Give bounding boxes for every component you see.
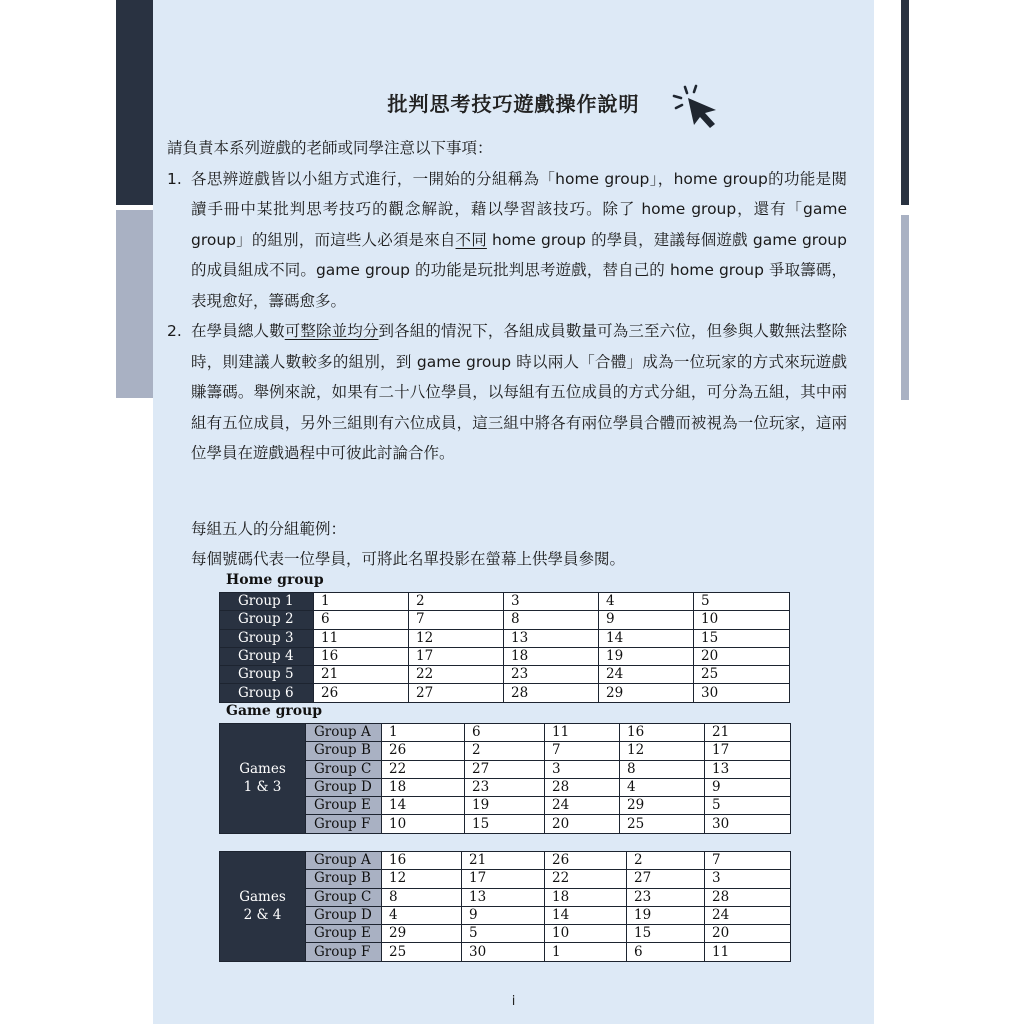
group-name-cell: Group A xyxy=(306,724,382,742)
group-name-cell: Group 1 xyxy=(220,593,314,611)
table-row xyxy=(220,815,791,833)
member-number-cell: 19 xyxy=(599,647,694,665)
member-number-cell: 8 xyxy=(620,760,705,778)
group-name-cell: Group B xyxy=(306,742,382,760)
group-name-cell: Group E xyxy=(306,797,382,815)
member-number-cell: 2 xyxy=(409,593,504,611)
table-row xyxy=(220,906,791,924)
decorative-bar-right-dark xyxy=(901,0,909,205)
member-number-cell: 23 xyxy=(627,888,705,906)
member-number-cell: 13 xyxy=(462,888,545,906)
games-label-line: Games xyxy=(239,761,286,778)
member-number-cell: 9 xyxy=(462,906,545,924)
table-row xyxy=(220,742,791,760)
member-number-cell: 22 xyxy=(545,870,627,888)
member-number-cell: 27 xyxy=(627,870,705,888)
member-number-cell: 19 xyxy=(465,797,545,815)
member-number-cell: 17 xyxy=(462,870,545,888)
table-row xyxy=(220,943,791,961)
member-number-cell: 10 xyxy=(382,815,465,833)
member-number-cell: 18 xyxy=(545,888,627,906)
decorative-bar-right-light xyxy=(901,215,909,400)
member-number-cell: 4 xyxy=(599,593,694,611)
member-number-cell: 26 xyxy=(545,852,627,870)
member-number-cell: 10 xyxy=(694,611,790,629)
member-number-cell: 23 xyxy=(465,778,545,796)
table-row xyxy=(220,852,791,870)
member-number-cell: 24 xyxy=(545,797,620,815)
member-number-cell: 21 xyxy=(705,724,791,742)
member-number-cell: 25 xyxy=(382,943,462,961)
member-number-cell: 16 xyxy=(314,647,409,665)
member-number-cell: 16 xyxy=(382,852,462,870)
member-number-cell: 4 xyxy=(382,906,462,924)
example-note: 每個號碼代表一位學員，可將此名單投影在螢幕上供學員參閱。 xyxy=(191,550,626,568)
member-number-cell: 9 xyxy=(599,611,694,629)
member-number-cell: 30 xyxy=(694,684,790,702)
member-number-cell: 9 xyxy=(705,778,791,796)
member-number-cell: 19 xyxy=(627,906,705,924)
member-number-cell: 5 xyxy=(705,797,791,815)
home-group-label: Home group xyxy=(226,572,324,588)
item-text: 到各組的情況下，各組成員數量可為三至六位，但參與人數無法整除時，則建議人數較多的組別，到 game group 時以兩人「合體」成為一位玩家的方式來玩遊戲賺籌碼。舉例來說，如果有二十八位學員，以每組有五位成員的方式分組，可分為五組，其中兩組有五位成員，另外三組則有六位成員，這三組中將各有兩位學員合體而被視為一位玩家，這兩位學員在遊戲過程中可彼此討論合作。 xyxy=(191,322,847,462)
member-number-cell: 29 xyxy=(382,925,462,943)
member-number-cell: 22 xyxy=(409,666,504,684)
table-row xyxy=(220,724,791,742)
table-row xyxy=(220,593,790,611)
item-number: 2. xyxy=(167,322,182,340)
underlined-text: 可整除並均分 xyxy=(284,322,379,340)
group-name-cell: Group 4 xyxy=(220,647,314,665)
member-number-cell: 12 xyxy=(409,629,504,647)
decorative-bar-left-dark xyxy=(116,0,153,205)
group-name-cell: Group D xyxy=(306,906,382,924)
cursor-click-icon xyxy=(672,84,724,130)
member-number-cell: 16 xyxy=(620,724,705,742)
member-number-cell: 1 xyxy=(314,593,409,611)
game-group-label: Game group xyxy=(226,703,323,719)
member-number-cell: 21 xyxy=(462,852,545,870)
game-group-table-1 xyxy=(219,723,791,834)
member-number-cell: 29 xyxy=(599,684,694,702)
member-number-cell: 12 xyxy=(382,870,462,888)
group-name-cell: Group E xyxy=(306,925,382,943)
member-number-cell: 23 xyxy=(504,666,599,684)
games-label-line: Games xyxy=(239,889,286,906)
table-row xyxy=(220,778,791,796)
games-label-cell xyxy=(220,724,306,834)
table-row xyxy=(220,760,791,778)
member-number-cell: 28 xyxy=(504,684,599,702)
item-text: 各思辨遊戲皆以小組方式進行，一開始的分組稱為「home group」，home group的功能是閱讀手冊中某批判思考技巧的觀念解說，藉以學習該技巧。除了 home group，還有「game group」的組別，而這些人必須是來自 xyxy=(191,169,847,249)
member-number-cell: 25 xyxy=(694,666,790,684)
member-number-cell: 13 xyxy=(705,760,791,778)
example-section xyxy=(191,514,625,574)
member-number-cell: 7 xyxy=(705,852,791,870)
instruction-item-1 xyxy=(167,164,847,317)
member-number-cell: 14 xyxy=(382,797,465,815)
group-name-cell: Group 6 xyxy=(220,684,314,702)
group-name-cell: Group 3 xyxy=(220,629,314,647)
member-number-cell: 20 xyxy=(545,815,620,833)
table-row xyxy=(220,870,791,888)
member-number-cell: 17 xyxy=(705,742,791,760)
member-number-cell: 10 xyxy=(545,925,627,943)
member-number-cell: 14 xyxy=(599,629,694,647)
member-number-cell: 30 xyxy=(705,815,791,833)
member-number-cell: 12 xyxy=(620,742,705,760)
member-number-cell: 6 xyxy=(465,724,545,742)
member-number-cell: 15 xyxy=(465,815,545,833)
underlined-text: 不同 xyxy=(455,230,487,249)
member-number-cell: 4 xyxy=(620,778,705,796)
group-name-cell: Group C xyxy=(306,888,382,906)
member-number-cell: 27 xyxy=(409,684,504,702)
member-number-cell: 21 xyxy=(314,666,409,684)
table-row xyxy=(220,684,790,702)
group-name-cell: Group 5 xyxy=(220,666,314,684)
member-number-cell: 22 xyxy=(382,760,465,778)
member-number-cell: 18 xyxy=(382,778,465,796)
group-name-cell: Group 2 xyxy=(220,611,314,629)
member-number-cell: 1 xyxy=(545,943,627,961)
member-number-cell: 29 xyxy=(620,797,705,815)
games-label-line: 1 & 3 xyxy=(243,779,282,796)
member-number-cell: 3 xyxy=(504,593,599,611)
member-number-cell: 15 xyxy=(694,629,790,647)
member-number-cell: 6 xyxy=(627,943,705,961)
member-number-cell: 26 xyxy=(314,684,409,702)
member-number-cell: 11 xyxy=(545,724,620,742)
member-number-cell: 13 xyxy=(504,629,599,647)
example-heading: 每組五人的分組範例： xyxy=(191,520,347,538)
instruction-item-2 xyxy=(167,316,847,469)
game-group-table-2 xyxy=(219,851,791,962)
home-group-table xyxy=(219,592,790,703)
member-number-cell: 28 xyxy=(705,888,791,906)
member-number-cell: 25 xyxy=(620,815,705,833)
intro-line: 請負責本系列遊戲的老師或同學注意以下事項： xyxy=(167,139,493,157)
group-name-cell: Group A xyxy=(306,852,382,870)
table-row xyxy=(220,629,790,647)
member-number-cell: 20 xyxy=(694,647,790,665)
member-number-cell: 6 xyxy=(314,611,409,629)
table-row xyxy=(220,888,791,906)
group-name-cell: Group F xyxy=(306,943,382,961)
page-title: 批判思考技巧遊戲操作說明 xyxy=(387,92,640,116)
title-row xyxy=(153,88,874,117)
instructions xyxy=(167,133,847,469)
table-row xyxy=(220,925,791,943)
member-number-cell: 7 xyxy=(409,611,504,629)
group-name-cell: Group F xyxy=(306,815,382,833)
member-number-cell: 15 xyxy=(627,925,705,943)
group-name-cell: Group D xyxy=(306,778,382,796)
member-number-cell: 8 xyxy=(504,611,599,629)
page-number: i xyxy=(511,994,516,1009)
member-number-cell: 2 xyxy=(627,852,705,870)
member-number-cell: 8 xyxy=(382,888,462,906)
member-number-cell: 24 xyxy=(705,906,791,924)
member-number-cell: 7 xyxy=(545,742,620,760)
table-row xyxy=(220,647,790,665)
games-label-cell xyxy=(220,852,306,962)
member-number-cell: 1 xyxy=(382,724,465,742)
member-number-cell: 3 xyxy=(705,870,791,888)
item-number: 1. xyxy=(167,169,182,188)
group-name-cell: Group C xyxy=(306,760,382,778)
member-number-cell: 14 xyxy=(545,906,627,924)
member-number-cell: 3 xyxy=(545,760,620,778)
document-page xyxy=(153,0,874,1024)
item-text: 在學員總人數 xyxy=(191,322,285,340)
member-number-cell: 26 xyxy=(382,742,465,760)
member-number-cell: 11 xyxy=(705,943,791,961)
table-row xyxy=(220,611,790,629)
member-number-cell: 17 xyxy=(409,647,504,665)
member-number-cell: 2 xyxy=(465,742,545,760)
member-number-cell: 28 xyxy=(545,778,620,796)
member-number-cell: 11 xyxy=(314,629,409,647)
member-number-cell: 5 xyxy=(694,593,790,611)
member-number-cell: 5 xyxy=(462,925,545,943)
member-number-cell: 18 xyxy=(504,647,599,665)
member-number-cell: 20 xyxy=(705,925,791,943)
item-text: home group 的學員，建議每個遊戲 game group 的成員組成不同。game group 的功能是玩批判思考遊戲，替自己的 home group 爭取籌碼，表現愈好，籌碼愈多。 xyxy=(191,230,847,310)
table-row xyxy=(220,797,791,815)
member-number-cell: 27 xyxy=(465,760,545,778)
member-number-cell: 24 xyxy=(599,666,694,684)
group-name-cell: Group B xyxy=(306,870,382,888)
table-row xyxy=(220,666,790,684)
games-label-line: 2 & 4 xyxy=(243,907,282,924)
decorative-bar-left-light xyxy=(116,210,153,398)
member-number-cell: 30 xyxy=(462,943,545,961)
